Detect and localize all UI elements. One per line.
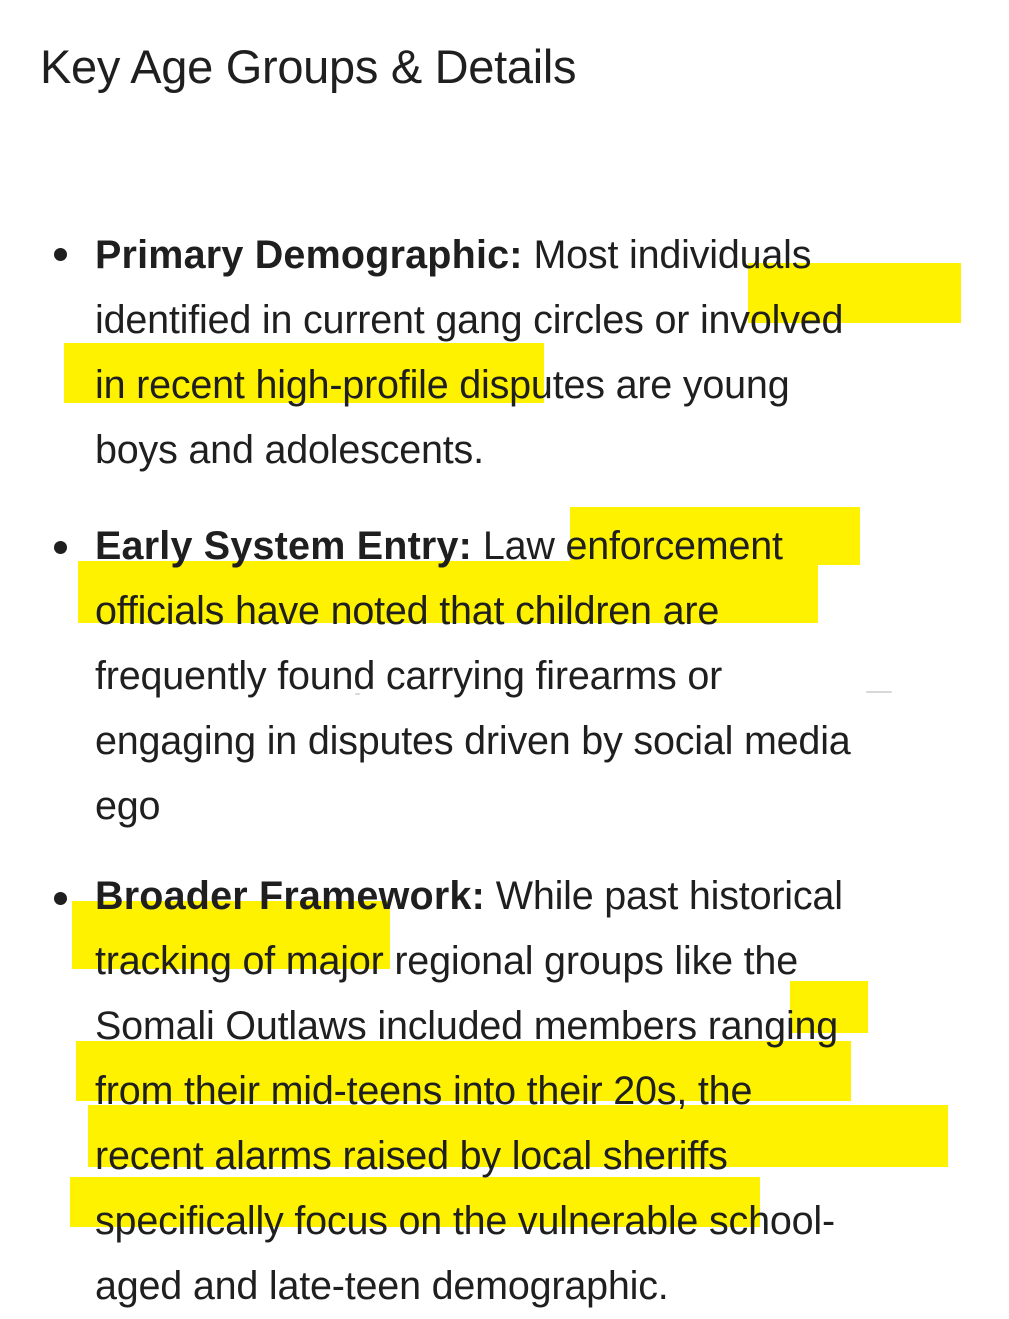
list-item-line: Most individuals (533, 232, 812, 277)
list-item-line: officials have noted tha (95, 588, 494, 633)
highlighted-text: Somali Outlaws (95, 1003, 367, 1048)
list-item-line: from their mid-teens into their 20s (95, 1068, 677, 1113)
list-item-line: included members ranging (366, 1003, 839, 1048)
highlighted-text: t children are (493, 588, 720, 633)
bullet-icon (54, 892, 67, 905)
list-item-label: Broader Framework: (95, 873, 485, 918)
list-item-text (95, 864, 975, 1319)
highlighted-text: frequently found carrying firearms or (95, 653, 723, 698)
highlighted-text: , the (676, 1068, 753, 1113)
highlighted-text: e young (650, 362, 790, 407)
page-title: Key Age Groups & Details (40, 40, 577, 94)
list-item-line: identified in current gang circles or involved (95, 297, 844, 342)
list-item-text (95, 514, 975, 839)
list-item-label: Primary Demographic: (95, 232, 523, 277)
highlighted-text: aged and late-teen demographic. (95, 1263, 669, 1308)
list-item-text (95, 223, 975, 483)
highlighted-text: recent alarms raised by local sheriffs (95, 1133, 728, 1178)
list-item-line: ego (95, 783, 161, 828)
highlighted-text: boys and adolescents. (95, 427, 484, 472)
highlighted-text: specifically focus on the vulnerable school- (95, 1198, 835, 1243)
list-item-line: While past historical (495, 873, 843, 918)
list-item-line: Law enforcement (482, 523, 783, 568)
list-item-line: engaging in disputes driven by social media (95, 718, 851, 763)
list-item-label: Early System Entry: (95, 523, 473, 568)
list-item-line: in recent high-profile disputes ar (95, 362, 651, 407)
list-item-line: tracking of major regional groups like the (95, 938, 798, 983)
